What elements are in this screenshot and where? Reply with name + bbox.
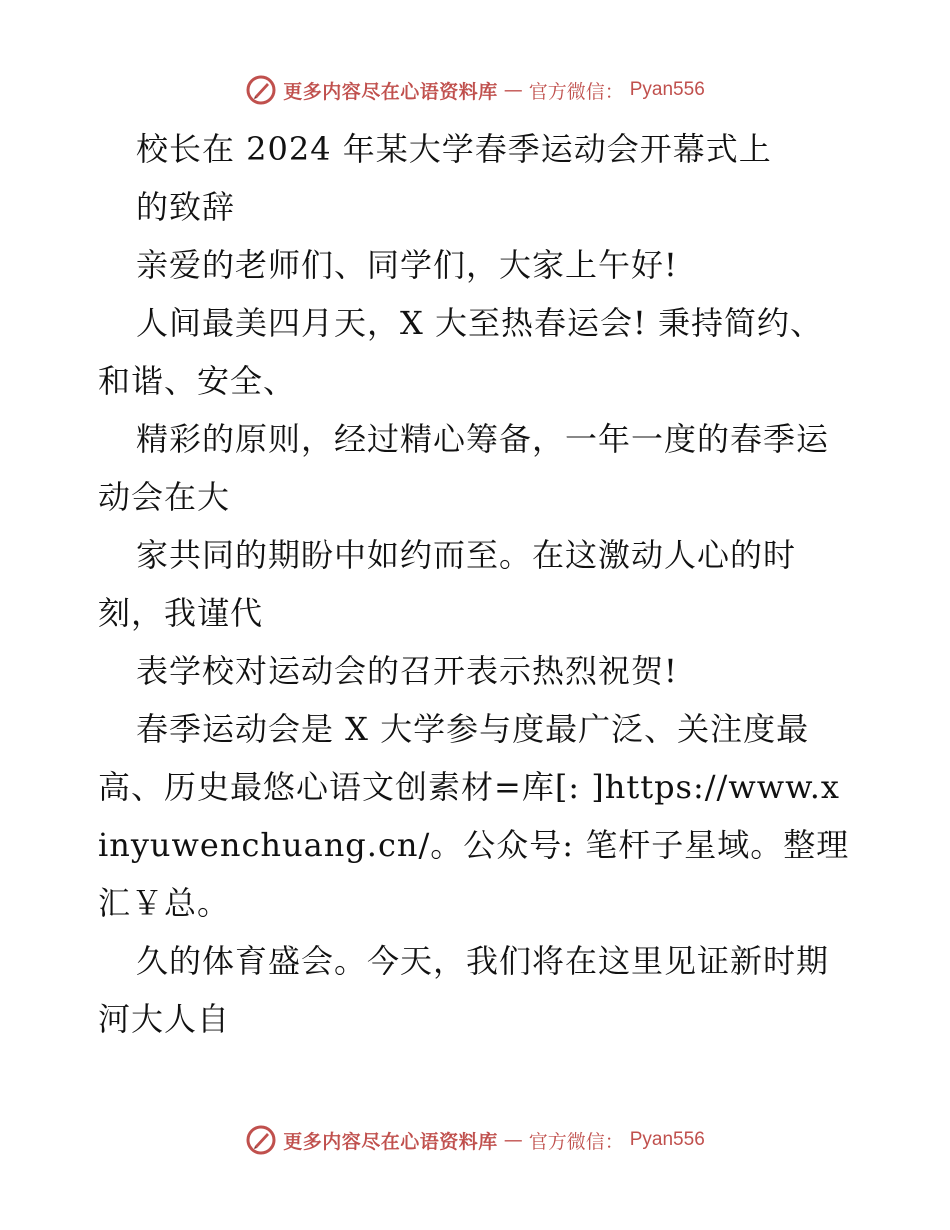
body-line: 亲爱的老师们、同学们，大家上午好! xyxy=(136,246,678,284)
body-line: 汇￥总。 xyxy=(98,884,231,922)
body-line: 高、历史最悠心语文创素材=库[: ]https://www.x xyxy=(98,768,840,806)
body-line: 刻，我谨代 xyxy=(98,594,264,632)
banner-wechat-label: 官方微信： xyxy=(528,80,624,103)
body-line: 河大人自 xyxy=(98,1000,231,1038)
body-text xyxy=(98,236,858,1048)
title-line: 校长在 2024 年某大学春季运动会开幕式上 xyxy=(136,130,772,168)
banner-text: 更多内容尽在心语资料库 xyxy=(283,80,498,103)
body-line: 和谐、安全、 xyxy=(98,362,297,400)
body-line: 久的体育盛会。今天，我们将在这里见证新时期 xyxy=(136,942,830,980)
title-line: 的致辞 xyxy=(136,188,236,226)
footer-banner xyxy=(0,1122,950,1158)
banner-text: 更多内容尽在心语资料库 xyxy=(283,1130,498,1153)
banner-dash: — xyxy=(503,79,523,101)
banner-wechat-id: Pyan556 xyxy=(629,79,705,100)
body-line: 表学校对运动会的召开表示热烈祝贺! xyxy=(136,652,678,690)
body-line: 家共同的期盼中如约而至。在这激动人心的时 xyxy=(136,536,797,574)
body-line: 动会在大 xyxy=(98,478,231,516)
body-line: 精彩的原则，经过精心筹备，一年一度的春季运 xyxy=(136,420,830,458)
header-banner xyxy=(0,72,950,108)
banner-dash: — xyxy=(503,1129,523,1151)
pen-logo-icon xyxy=(245,74,277,106)
banner-wechat-label: 官方微信： xyxy=(528,1130,624,1153)
banner-wechat-id: Pyan556 xyxy=(629,1129,705,1150)
body-line: inyuwenchuang.cn/。公众号: 笔杆子星域。整理 xyxy=(98,826,850,864)
body-line: 人间最美四月天，X 大至热春运会! 秉持简约、 xyxy=(136,304,823,342)
body-line: 春季运动会是 X 大学参与度最广泛、关注度最 xyxy=(136,710,810,748)
pen-logo-icon xyxy=(245,1124,277,1156)
document-body xyxy=(98,120,858,1048)
